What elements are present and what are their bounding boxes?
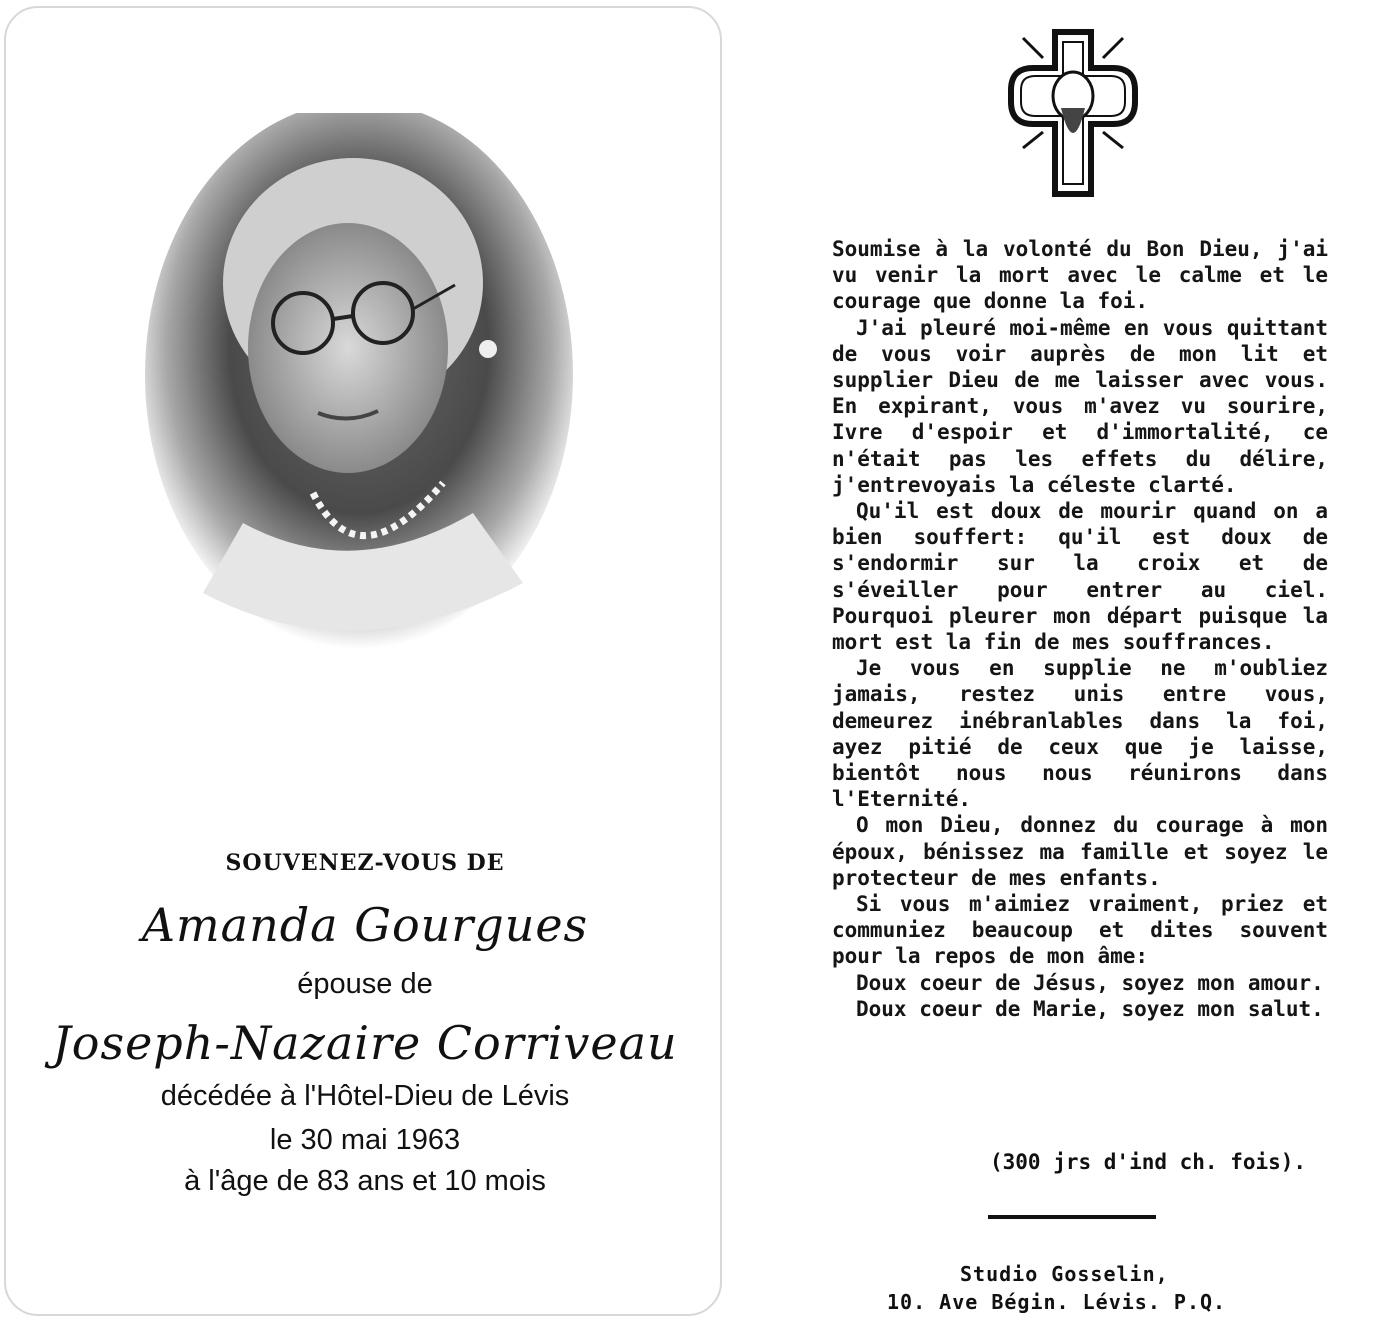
- age-at-death: à l'âge de 83 ans et 10 mois: [184, 1165, 546, 1197]
- prayer-paragraph: O mon Dieu, donnez du courage à mon époux, bénissez ma famille et soyez le protecteur de mes enfants.: [832, 813, 1328, 890]
- portrait-photo: [143, 113, 575, 661]
- prayer-text: [832, 236, 1328, 1022]
- memorial-card-front: [4, 6, 722, 1316]
- remember-heading: SOUVENEZ-VOUS DE: [225, 850, 505, 876]
- studio-name: Studio Gosselin,: [960, 1262, 1169, 1286]
- divider: [988, 1215, 1156, 1219]
- studio-address: 10. Ave Bégin. Lévis. P.Q.: [887, 1290, 1227, 1314]
- death-date: le 30 mai 1963: [269, 1124, 461, 1156]
- prayer-paragraph: J'ai pleuré moi-même en vous quittant de vous voir auprès de mon lit et supplier Dieu de me laisser avec vous. En expirant, vous m'avez vu sourire, Ivre d'espoir et d'immortalité, ce n'était pas les effets du délire, j'entrevoyais la céleste clarté.: [832, 315, 1328, 497]
- prayer-paragraph: Je vous en supplie ne m'oubliez jamais, restez unis entre vous, demeurez inébranlables dans la foi, ayez pitié de ceux que je laisse, bientôt nous nous réunirons dans l'Eternité.: [832, 656, 1328, 812]
- prayer-paragraph: Soumise à la volonté du Bon Dieu, j'ai vu venir la mort avec le calme et le courage que donne la foi.: [832, 237, 1328, 314]
- spouse-prefix: épouse de: [297, 968, 433, 1000]
- holy-family-cross-icon: [1003, 28, 1143, 200]
- death-place: décédée à l'Hôtel-Dieu de Lévis: [160, 1080, 570, 1112]
- indulgence-note: (300 jrs d'ind ch. fois).: [990, 1150, 1307, 1174]
- spouse-name: Joseph-Nazaire Corriveau: [52, 1016, 678, 1070]
- prayer-paragraph: Doux coeur de Jésus, soyez mon amour.: [856, 970, 1324, 995]
- prayer-paragraph: Qu'il est doux de mourir quand on a bien souffert: qu'il est doux de s'endormir sur la croix et de s'éveiller pour entrer au ciel. Pourquoi pleurer mon départ puisque la mort est la fin de mes souffrances.: [832, 499, 1328, 655]
- prayer-paragraph: Doux coeur de Marie, soyez mon salut.: [856, 996, 1324, 1021]
- deceased-name: Amanda Gourgues: [141, 898, 589, 952]
- prayer-paragraph: Si vous m'aimiez vraiment, priez et communiez beaucoup et dites souvent pour la repos de mon âme:: [832, 892, 1328, 969]
